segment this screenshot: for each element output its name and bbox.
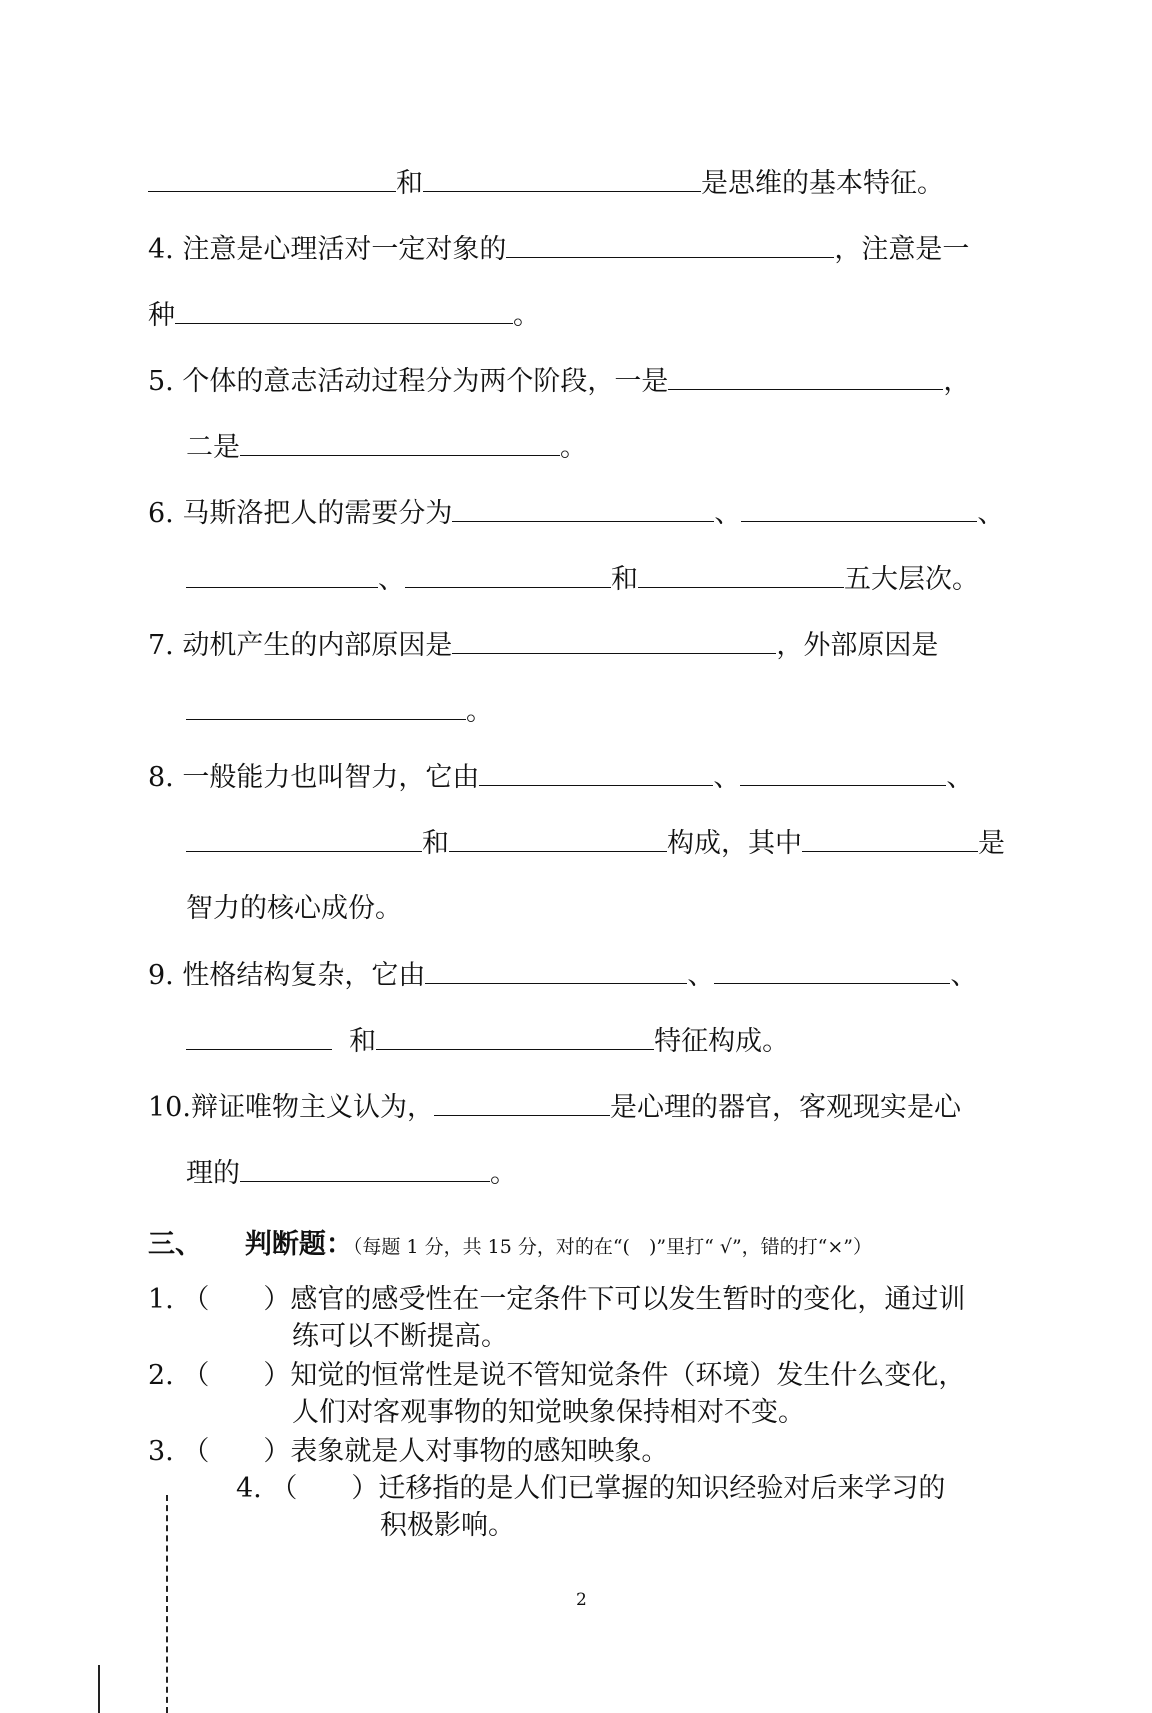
answer-blank[interactable] (479, 758, 713, 786)
judge-item-2: 2. （ ）知觉的恒常性是说不管知觉条件（环境）发生什么变化， (148, 1360, 966, 1391)
question-6: 6. 马斯洛把人的需要分为 、 、 (148, 494, 1004, 533)
answer-blank[interactable] (741, 494, 977, 522)
answer-paren[interactable]: （ ） (182, 1436, 291, 1467)
section-heading: 三、 判断题：（每题 1 分，共 15 分，对的在“( )”里打“ √”，错的打“×”） (148, 1229, 873, 1260)
question-5-line2: 二是 。 (186, 428, 587, 467)
answer-blank[interactable] (376, 1022, 654, 1050)
question-5: 5. 个体的意志活动过程分为两个阶段，一是 ， (148, 362, 970, 401)
judge-item-2-line2: 人们对客观事物的知觉映象保持相对不变。 (292, 1397, 805, 1428)
answer-blank[interactable] (186, 1022, 332, 1050)
question-10: 10.辩证唯物主义认为， 是心理的器官，客观现实是心 (148, 1088, 961, 1127)
section-title: 判断题 (244, 1229, 326, 1260)
answer-blank[interactable] (405, 560, 611, 588)
answer-blank[interactable] (240, 1154, 490, 1182)
answer-blank[interactable] (452, 494, 714, 522)
question-6-line2: 、 和 五大层次。 (186, 560, 979, 599)
section-instructions: （每题 1 分，共 15 分，对的在“( )”里打“ √”，错的打“×”） (352, 1236, 873, 1258)
question-8: 8. 一般能力也叫智力，它由 、 、 (148, 758, 973, 797)
answer-paren[interactable]: （ ） (182, 1360, 291, 1391)
answer-blank[interactable] (802, 824, 978, 852)
answer-blank[interactable] (740, 758, 946, 786)
question-8-line2: 和 构成，其中 是 (186, 824, 1005, 863)
binding-dashed-line (166, 1495, 168, 1713)
question-9: 9. 性格结构复杂，它由 、 、 (148, 956, 977, 995)
answer-blank[interactable] (175, 296, 513, 324)
answer-blank[interactable] (714, 956, 950, 984)
question-number: 6. (148, 498, 174, 529)
answer-blank[interactable] (240, 428, 560, 456)
question-4: 4. 注意是心理活对一定对象的 ，注意是一 (148, 230, 969, 269)
answer-paren[interactable]: （ ） (270, 1473, 379, 1504)
answer-blank[interactable] (186, 692, 466, 720)
binding-edge-line (98, 1665, 100, 1713)
answer-blank[interactable] (638, 560, 844, 588)
q3-continuation: 和 是思维的基本特征。 (148, 164, 944, 203)
answer-blank[interactable] (434, 1088, 610, 1116)
answer-blank[interactable] (452, 626, 776, 654)
question-number: 8. (148, 762, 174, 793)
question-9-line2: 和 特征构成。 (186, 1022, 789, 1061)
answer-blank[interactable] (148, 164, 396, 192)
judge-item-3: 3. （ ）表象就是人对事物的感知映象。 (148, 1436, 669, 1467)
page-number: 2 (576, 1590, 587, 1610)
answer-blank[interactable] (186, 824, 422, 852)
judge-item-4: 4. （ ）迁移指的是人们已掌握的知识经验对后来学习的 (236, 1473, 946, 1504)
question-number: 4. (148, 234, 174, 265)
section-number: 三、 (148, 1229, 202, 1260)
question-number: 5. (148, 366, 174, 397)
question-number: 7. (148, 630, 174, 661)
answer-blank[interactable] (425, 956, 687, 984)
judge-item-4-line2: 积极影响。 (380, 1510, 515, 1541)
judge-item-1-line2: 练可以不断提高。 (292, 1321, 508, 1352)
answer-paren[interactable]: （ ） (182, 1284, 291, 1315)
judge-item-1: 1. （ ）感官的感受性在一定条件下可以发生暂时的变化，通过训 (148, 1284, 966, 1315)
answer-blank[interactable] (423, 164, 701, 192)
question-number: 9. (148, 960, 174, 991)
question-8-line3: 智力的核心成份。 (186, 893, 402, 924)
answer-blank[interactable] (668, 362, 943, 390)
answer-blank[interactable] (186, 560, 378, 588)
question-4-line2: 种 。 (148, 296, 540, 335)
answer-blank[interactable] (506, 230, 834, 258)
answer-blank[interactable] (449, 824, 667, 852)
question-10-line2: 理的 。 (186, 1154, 517, 1193)
question-number: 10. (148, 1092, 191, 1123)
question-7-line2: 。 (186, 692, 493, 731)
question-7: 7. 动机产生的内部原因是 ，外部原因是 (148, 626, 938, 665)
